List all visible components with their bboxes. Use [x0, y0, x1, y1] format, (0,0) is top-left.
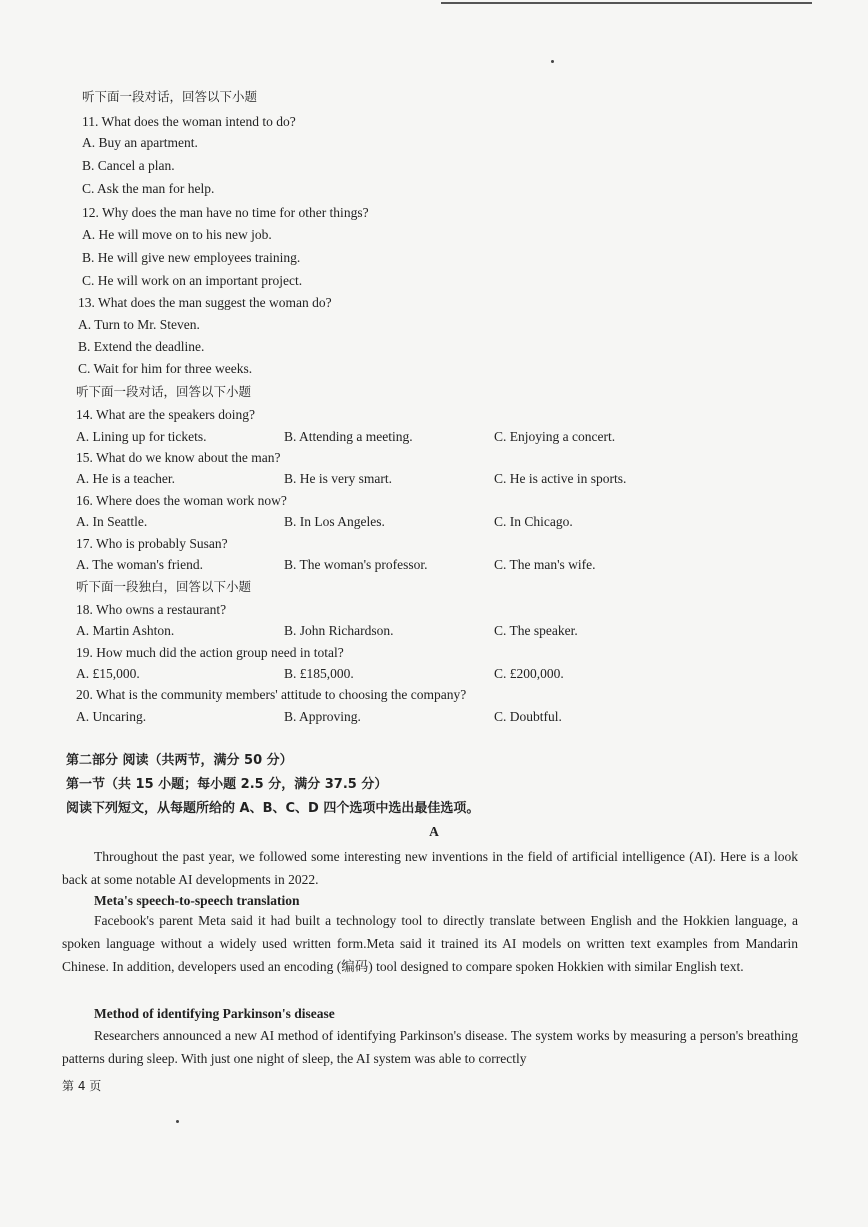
question-20: 20. What is the community members' attitude to choosing the company?	[76, 687, 467, 702]
q15-option-c: C. He is active in sports.	[494, 471, 627, 486]
q18-option-a: A. Martin Ashton.	[76, 623, 175, 638]
q15-options	[76, 470, 816, 488]
question-12: 12. Why does the man have no time for other things?	[82, 205, 369, 220]
q14-options	[76, 428, 816, 446]
q20-option-b: B. Approving.	[284, 709, 361, 724]
q12-option-b: B. He will give new employees training.	[82, 250, 301, 265]
q17-options	[76, 556, 816, 574]
q11-option-c: C. Ask the man for help.	[82, 181, 215, 196]
passage-heading-1: Meta's speech-to-speech translation	[94, 893, 300, 908]
q15-option-a: A. He is a teacher.	[76, 471, 175, 486]
passage-paragraph-1: Throughout the past year, we followed some interesting new inventions in the field of artificial intelligence (AI). Here is a look back at some notable AI developments in 2022.	[62, 849, 798, 887]
question-16: 16. Where does the woman work now?	[76, 493, 287, 508]
q18-options	[76, 622, 816, 640]
q20-option-c: C. Doubtful.	[494, 709, 562, 724]
passage-paragraph-3: Researchers announced a new AI method of identifying Parkinson's disease. The system works by measuring a person's breathing patterns during sleep. With just one night of sleep, the AI system was able to correctly	[62, 1028, 798, 1066]
q12-option-a: A. He will move on to his new job.	[82, 227, 272, 242]
q18-option-b: B. John Richardson.	[284, 623, 394, 638]
q17-option-b: B. The woman's professor.	[284, 557, 428, 572]
passage-label: A	[429, 824, 439, 839]
question-13: 13. What does the man suggest the woman do?	[78, 295, 332, 310]
question-11: 11. What does the woman intend to do?	[82, 114, 296, 129]
q12-option-c: C. He will work on an important project.	[82, 273, 303, 288]
question-14: 14. What are the speakers doing?	[76, 407, 255, 422]
q19-option-a: A. £15,000.	[76, 666, 140, 681]
q14-option-c: C. Enjoying a concert.	[494, 429, 616, 444]
q20-options	[76, 708, 816, 726]
q13-option-c: C. Wait for him for three weeks.	[78, 361, 253, 376]
scan-speck	[551, 60, 554, 63]
question-18: 18. Who owns a restaurant?	[76, 602, 227, 617]
reading-instruction: 阅读下列短文，从每题所给的 A、B、C、D 四个选项中选出最佳选项。	[66, 801, 480, 816]
q13-option-b: B. Extend the deadline.	[78, 339, 205, 354]
q16-options	[76, 513, 816, 531]
question-17: 17. Who is probably Susan?	[76, 536, 228, 551]
q14-option-a: A. Lining up for tickets.	[76, 429, 207, 444]
passage-heading-2: Method of identifying Parkinson's disease	[94, 1006, 335, 1021]
q19-options	[76, 665, 816, 683]
passage-paragraph-2: Facebook's parent Meta said it had built a technology tool to directly translate between English and the Hokkien language, a spoken language without a widely used written form.Meta said it trained its AI models on written text examples from Mandarin Chinese. In addition, developers used an encoding (编码) tool designed to compare spoken Hokkien with similar English text.	[62, 913, 798, 974]
page-number: 第 4 页	[62, 1079, 102, 1093]
section-instruction: 听下面一段对话，回答以下小题	[82, 89, 258, 104]
question-19: 19. How much did the action group need in total?	[76, 645, 344, 660]
q11-option-b: B. Cancel a plan.	[82, 158, 175, 173]
section-instruction: 听下面一段独白，回答以下小题	[76, 579, 252, 594]
scan-speck	[176, 1120, 179, 1123]
q20-option-a: A. Uncaring.	[76, 709, 147, 724]
header-rule	[441, 2, 812, 4]
section-instruction: 听下面一段对话，回答以下小题	[76, 384, 252, 399]
q17-option-c: C. The man's wife.	[494, 557, 596, 572]
q13-option-a: A. Turn to Mr. Steven.	[78, 317, 200, 332]
question-15: 15. What do we know about the man?	[76, 450, 281, 465]
q14-option-b: B. Attending a meeting.	[284, 429, 413, 444]
q15-option-b: B. He is very smart.	[284, 471, 392, 486]
q16-option-a: A. In Seattle.	[76, 514, 148, 529]
q11-option-a: A. Buy an apartment.	[82, 135, 198, 150]
q16-option-c: C. In Chicago.	[494, 514, 573, 529]
part-two-title: 第二部分 阅读（共两节，满分 50 分）	[66, 753, 293, 768]
q16-option-b: B. In Los Angeles.	[284, 514, 385, 529]
q18-option-c: C. The speaker.	[494, 623, 578, 638]
q17-option-a: A. The woman's friend.	[76, 557, 204, 572]
q19-option-c: C. £200,000.	[494, 666, 564, 681]
q19-option-b: B. £185,000.	[284, 666, 354, 681]
section-one-title: 第一节（共 15 小题；每小题 2.5 分，满分 37.5 分）	[66, 777, 388, 792]
